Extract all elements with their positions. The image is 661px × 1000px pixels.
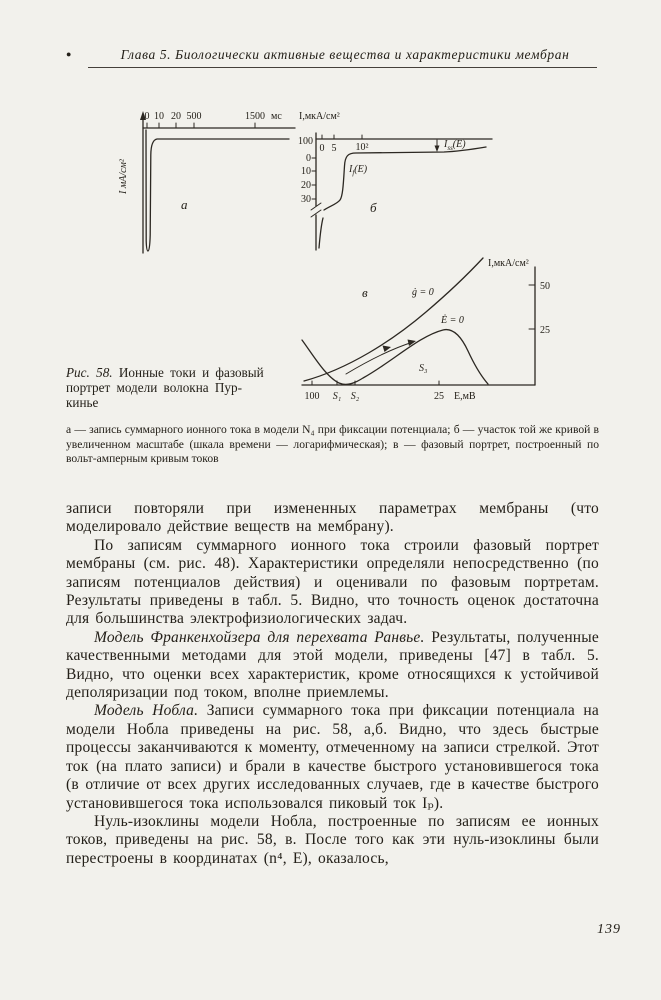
paragraph [66,629,599,703]
paragraph [66,702,599,812]
page-number: 139 [597,922,621,937]
paragraph-text: Записи суммарного тока при фиксации потенциала на модели Нобла приведены на рис. 58, а,б. Видно, что здесь быстрые процессы заканчиваются к моменту, отмеченному на записи стрелкой. Этот ток (на плато записи) и брали в качестве быстрого установившегося тока (в отличие от всех других исследованных случаев, где в качестве быстрого установившегося тока использовался пиковый ток Iₚ). [66,702,599,812]
e-nullcline-curve [302,330,488,385]
caption-line [66,396,308,411]
caption-line [66,381,308,396]
axis-tick-label: 5 [331,143,337,154]
paragraph-text: Нуль-изоклины модели Нобла, построенные по записям ее ионных токов, приведены на рис. 58, в. После того как эти нуль-изоклины были перестроены в координатах (n⁴, E), оказалось, [66,812,599,867]
axis-tick-label: 30 [301,194,311,205]
x-axis-label: E,мВ [454,391,476,402]
paragraph-text: По записям суммарного ионного тока строили фазовый портрет мембраны (см. рис. 48). Характеристики определяли непосредственно (по записям потенциалов действия) и оценивали по фазовым портретам. Результаты приведены в табл. 5. Видно, что точность оценок достаточна для большинства электрофизиологических задач. [66,536,599,628]
panel-label: б [370,200,377,215]
paragraph-text: Результаты, полученные качественными методами для этой модели, приведены [47] в табл. 5. Видно, что оценки всех характеристик, кроме относящихся к устойчивой деполяризации под током, вполне приемлемы. [66,628,599,702]
panel-a-current-trace [146,130,289,251]
curve-label-if: $I_f(E)$ [349,164,368,177]
caption-text: кинье [66,394,99,410]
panel-label: в [362,285,368,300]
panel-label: а [181,197,188,212]
panel-b-current-trace [324,147,486,210]
axis-tick-label: 500 [186,111,202,122]
axis-tick-label: 25 [434,391,444,402]
figure-58-panel-a [95,103,305,263]
paragraph-lead: Модель Франкенхойзера для перехвата Ранвье. [94,628,432,646]
axis-tick-label: S₁ [332,391,342,402]
paragraph [66,500,599,537]
axis-tick-label: 0 [144,111,150,122]
figure-58-panel-c [296,253,564,405]
section-mark: ● [66,49,72,59]
header-rule [88,67,597,68]
y-axis-label: I мА/см² [118,159,129,194]
caption-line [66,366,308,381]
singular-point-label-s3: S₃ [419,363,428,374]
panel-b-trace-below-break [319,218,323,248]
figure-caption [66,366,308,410]
curve-label-e-nullcline: Ė = 0 [441,315,464,326]
axis-tick-label: 100 [298,136,313,147]
paragraph [66,813,599,868]
figure-reference: Рис. 58. [66,365,113,380]
running-head: Глава 5. Биологически активные вещества и характеристики мембран [120,47,570,62]
axis-tick-label: 10² [355,142,369,153]
axis-tick-label: 0 [306,153,311,164]
axis-tick-label: 1500 [245,111,265,122]
figure-58-panel-b [296,106,500,264]
axis-tick-label: 100 [304,391,320,402]
axis-tick-label: 10 [154,111,164,122]
paragraph-text: записи повторяли при измененных параметрах мембраны (что моделировало действие веществ на мембрану). [66,500,599,536]
axis-tick-label: S₂ [350,391,360,402]
figure-legend: а — запись суммарного ионного тока в модели N₄ при фиксации потенциала; б — участок той же кривой в увеличенном масштабе (шкала времени — логарифмическая); в — фазовый портрет, построенный по вольт-амперным кривым токов [66,423,599,466]
iss-pointer-arrowhead-icon [435,146,440,153]
body-text [66,500,599,868]
caption-text: портрет модели волокна Пур- [66,379,243,395]
axis-title: I,мкА/см² [488,258,529,269]
caption-text: Ионные токи и фазовый [118,365,264,380]
curve-label-g-nullcline: ġ = 0 [412,287,434,298]
axis-unit-label: мс [271,111,282,122]
axis-tick-label: 25 [540,325,550,336]
axis-tick-label: 20 [171,111,181,122]
axis-tick-label: 20 [301,180,311,191]
curve-label-iss: $I_{ss}(E)$ [444,139,466,152]
axis-tick-label: 50 [540,281,550,292]
axis-title: I,мкА/см² [299,111,340,122]
paragraph [66,537,599,629]
axis-tick-label: 0 [319,143,325,154]
axis-tick-label: 10 [301,166,311,177]
paragraph-lead: Модель Нобла. [94,702,207,720]
